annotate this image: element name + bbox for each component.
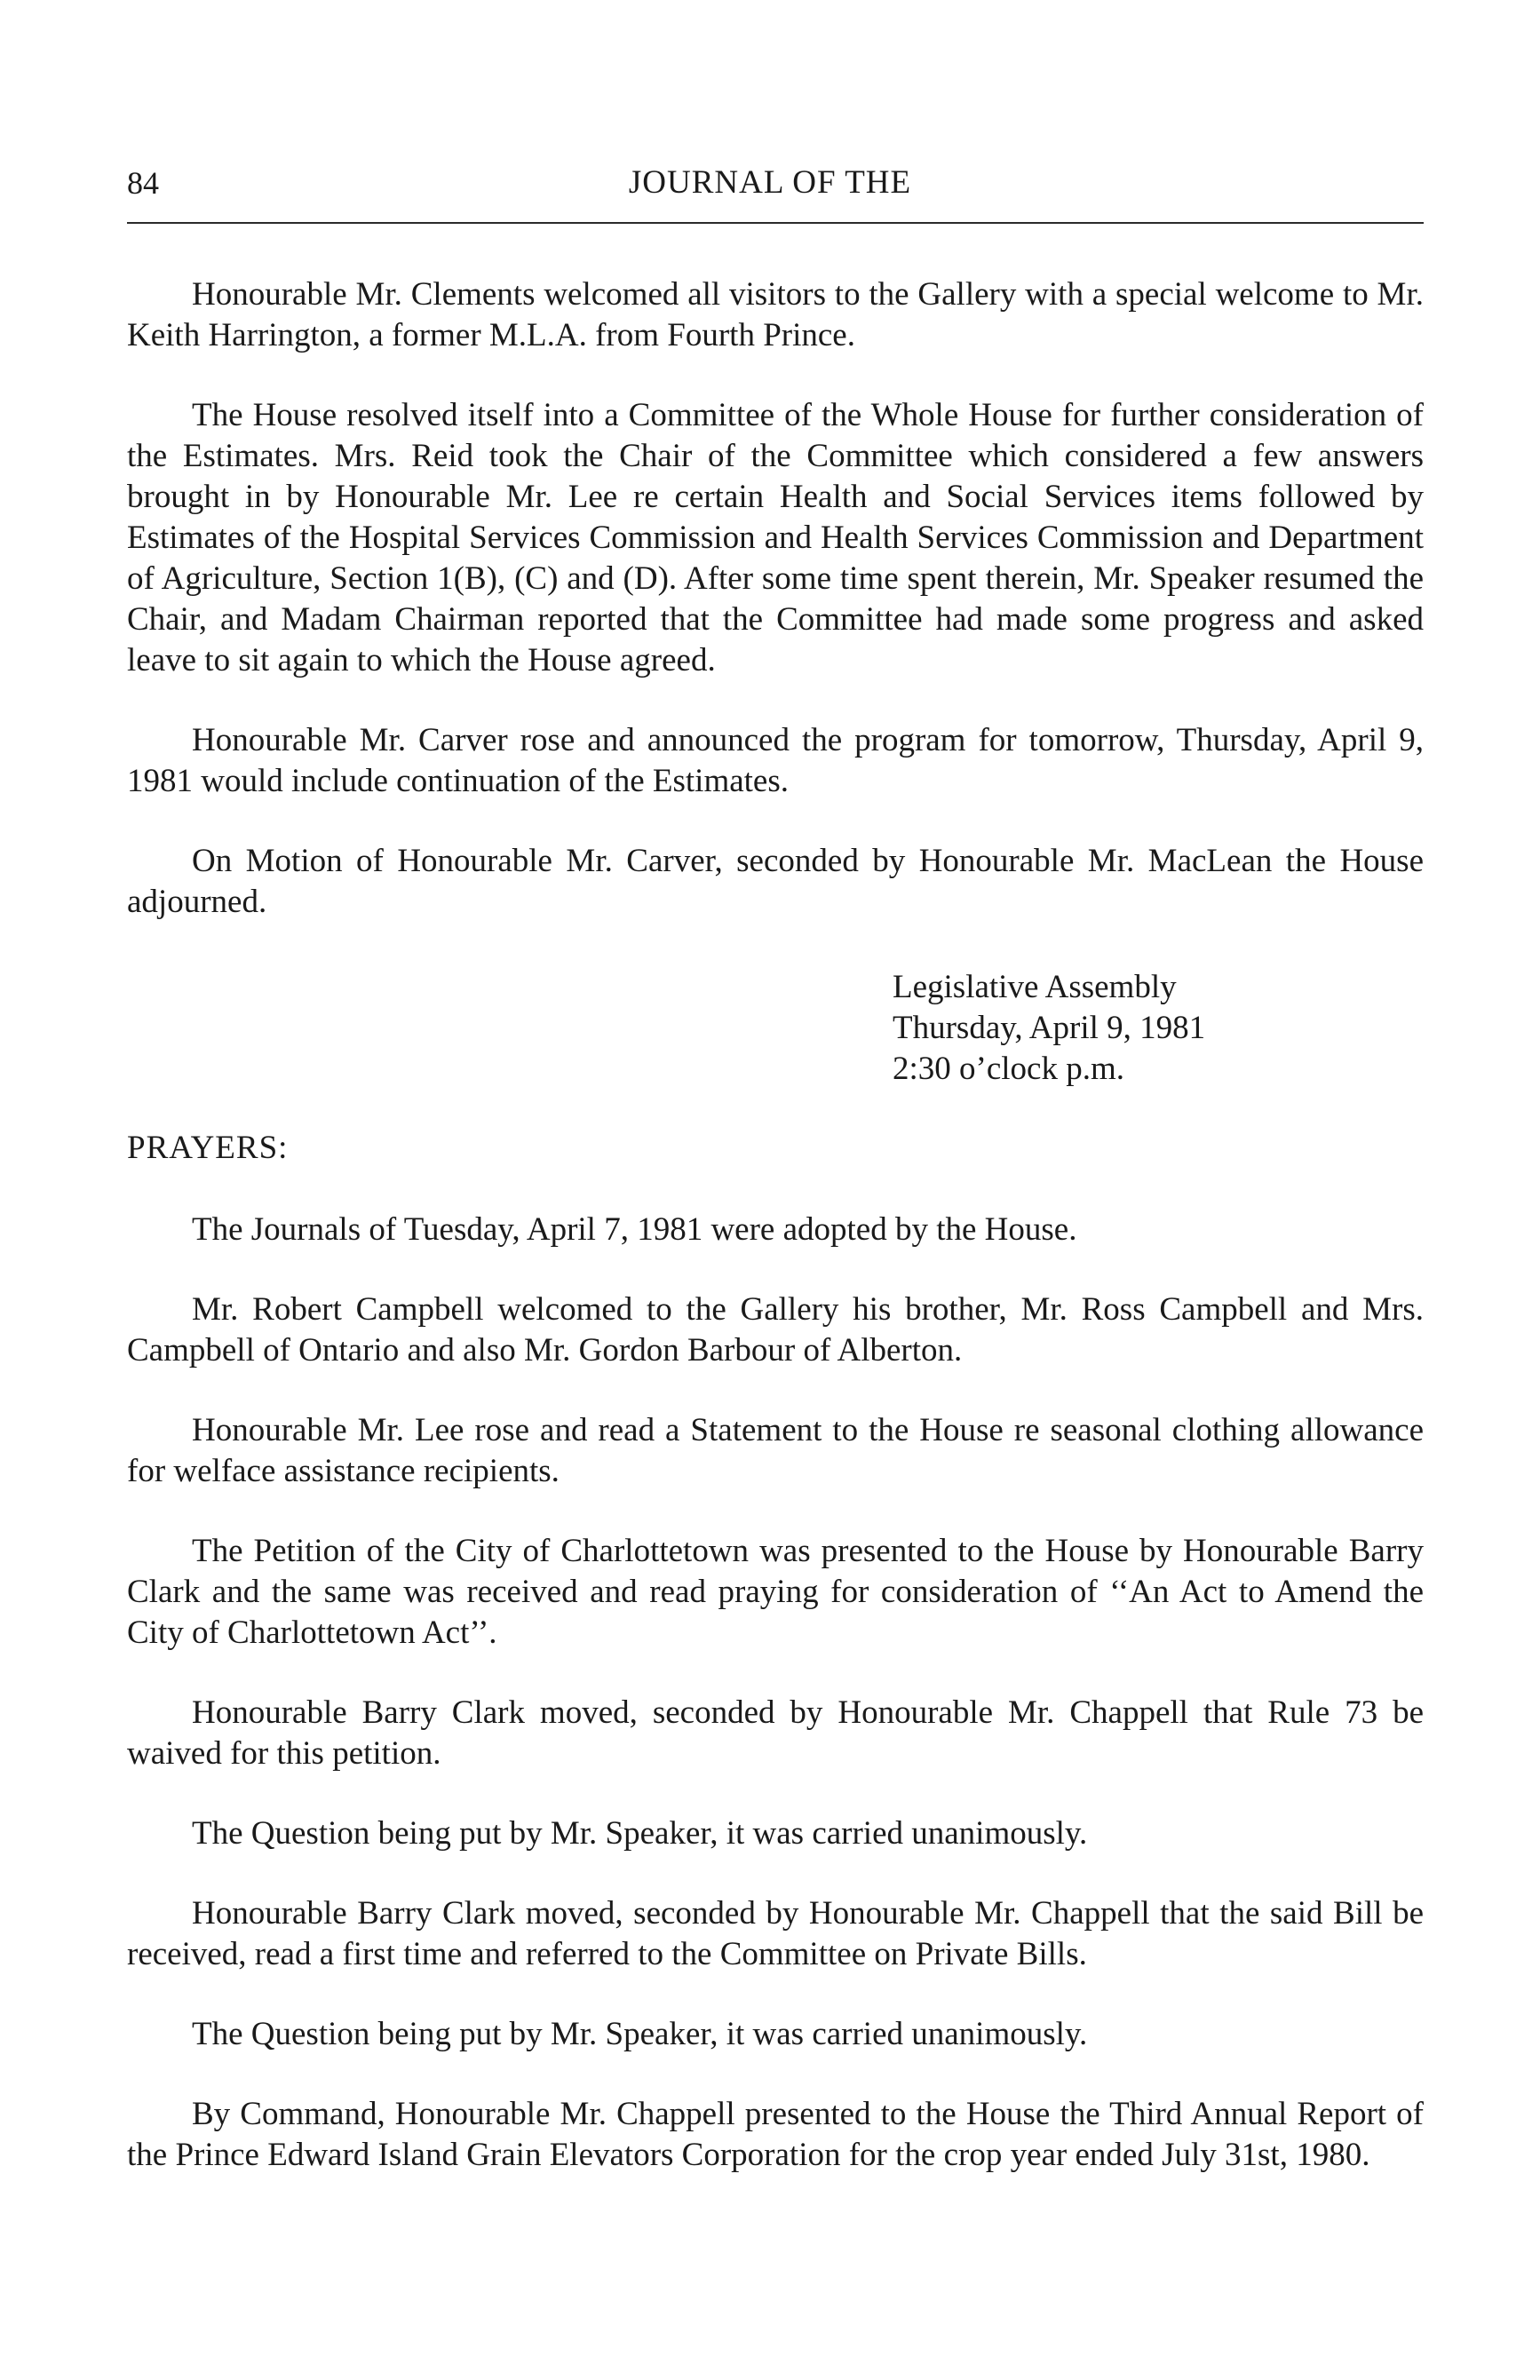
- paragraph-rule-73-motion: Honourable Barry Clark moved, seconded by Honourable Mr. Chappell that Rule 73 be waived for this petition.: [127, 1694, 1424, 1772]
- header-rule: [127, 222, 1424, 224]
- body-text-bottom: [127, 1210, 1424, 2176]
- paragraph-clements-welcome: Honourable Mr. Clements welcomed all visitors to the Gallery with a special welcome to Mr. Keith Harrington, a former M.L.A. from Fourth Prince.: [127, 276, 1424, 353]
- paragraph-journals-adopted: The Journals of Tuesday, April 7, 1981 were adopted by the House.: [192, 1211, 1077, 1248]
- paragraph-campbell-welcome: Mr. Robert Campbell welcomed to the Gallery his brother, Mr. Ross Campbell and Mrs. Campbell of Ontario and also Mr. Gordon Barbour of Alberton.: [127, 1291, 1424, 1368]
- paragraph-adjournment: On Motion of Honourable Mr. Carver, seconded by Honourable Mr. MacLean the House adjourned.: [127, 843, 1424, 920]
- paragraph-question-carried-1: The Question being put by Mr. Speaker, it was carried unanimously.: [192, 1815, 1088, 1852]
- running-head: JOURNAL OF THE: [628, 164, 912, 201]
- paragraph-carver-program: Honourable Mr. Carver rose and announced the program for tomorrow, Thursday, April 9, 1981 would include continuation of the Estimates.: [127, 722, 1424, 799]
- paragraph-petition: The Petition of the City of Charlottetown was presented to the House by Honourable Barry Clark and the same was received and read praying for consideration of ‘‘An Act to Amend the City of Charlottetown Act’’.: [127, 1533, 1424, 1651]
- page-number: 84: [127, 165, 159, 201]
- paragraph-question-carried-2: The Question being put by Mr. Speaker, it was carried unanimously.: [192, 2016, 1088, 2052]
- paragraph-bill-motion: Honourable Barry Clark moved, seconded by Honourable Mr. Chappell that the said Bill be received, read a first time and referred to the Committee on Private Bills.: [127, 1895, 1424, 1972]
- dateline-date: Thursday, April 9, 1981: [893, 1010, 1206, 1046]
- paragraph-lee-statement: Honourable Mr. Lee rose and read a Statement to the House re seasonal clothing allowance for welface assistance recipients.: [127, 1412, 1424, 1489]
- dateline-assembly: Legislative Assembly: [893, 969, 1177, 1005]
- body-text-top: [127, 274, 1424, 923]
- paragraph-grain-elevators-report: By Command, Honourable Mr. Chappell presented to the House the Third Annual Report of the Prince Edward Island Grain Elevators Corporation for the crop year ended July 31st, 1980.: [127, 2096, 1424, 2173]
- paragraph-committee-of-whole: The House resolved itself into a Committee of the Whole House for further consideration of the Estimates. Mrs. Reid took the Chair of the Committee which considered a few answers brought in by Honourable Mr. Lee re certain Health and Social Services items followed by Estimates of the Hospital Services Commission and Health Services Commission and Department of Agriculture, Section 1(B), (C) and (D). After some time spent therein, Mr. Speaker resumed the Chair, and Madam Chairman reported that the Committee had made some progress and asked leave to sit again to which the House agreed.: [127, 397, 1424, 678]
- prayers-label: PRAYERS:: [127, 1130, 289, 1166]
- dateline-time: 2:30 o’clock p.m.: [893, 1051, 1125, 1087]
- dateline: [893, 967, 1205, 1090]
